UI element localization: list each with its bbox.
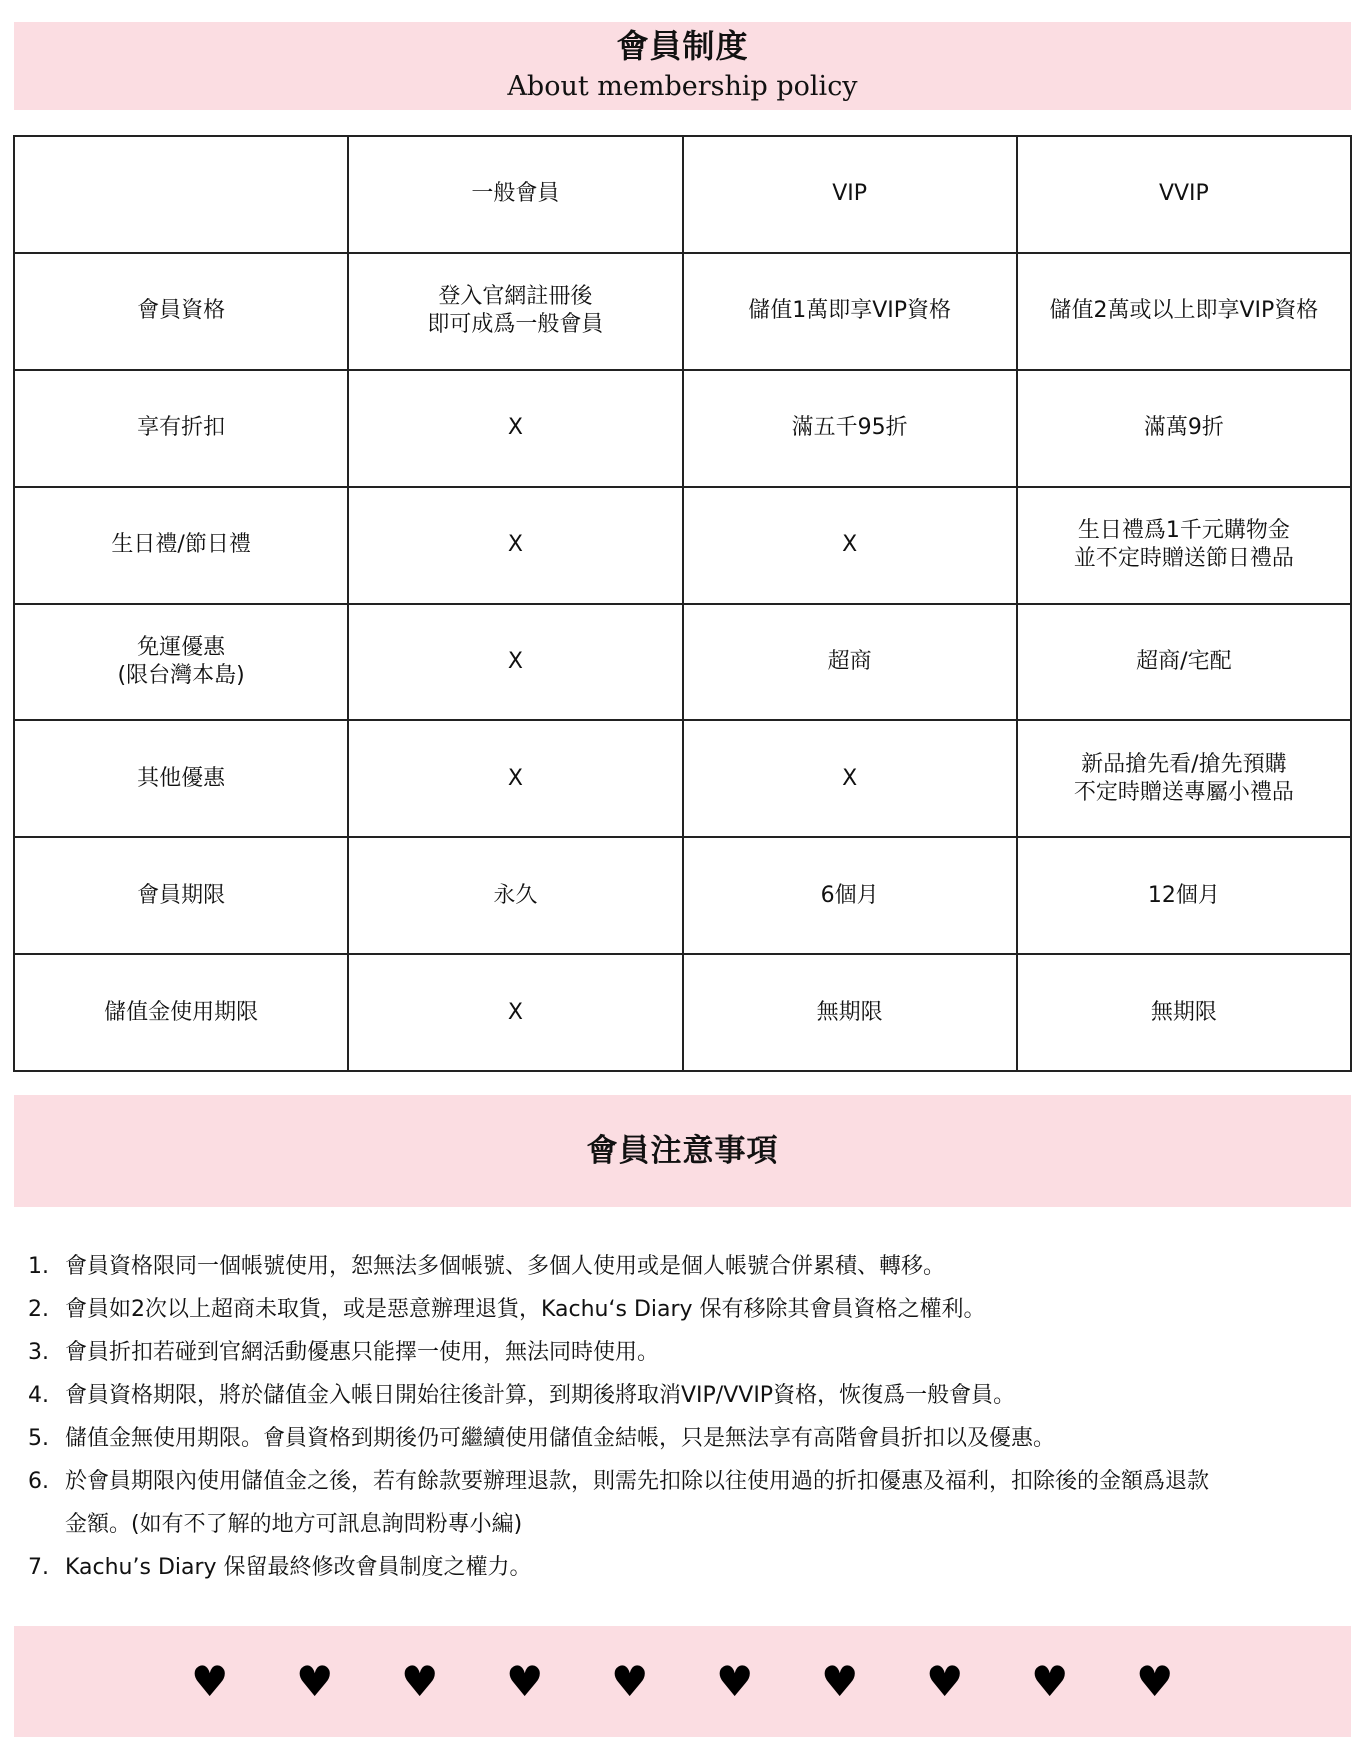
table-cell: 儲值1萬即享VIP資格	[683, 253, 1017, 370]
page-title: 會員制度	[616, 27, 749, 65]
header-cell-vvip: VVIP	[1017, 136, 1351, 253]
list-item	[28, 1546, 1328, 1589]
list-item	[28, 1374, 1328, 1417]
table-row	[14, 954, 1351, 1071]
row-label: 會員資格	[14, 253, 348, 370]
list-item	[28, 1460, 1328, 1546]
list-item-number: 5.	[28, 1426, 49, 1451]
notes-banner	[14, 1095, 1351, 1207]
table-cell: 滿五千95折	[683, 370, 1017, 487]
heart-icon: ♥	[506, 1656, 544, 1706]
table-cell: 登入官網註冊後 即可成爲一般會員	[348, 253, 682, 370]
list-item-text: 會員資格期限，將於儲值金入帳日開始往後計算，到期後將取消VIP/VVIP資格，恢復爲一般會員。	[65, 1383, 1016, 1408]
header-cell-general: 一般會員	[348, 136, 682, 253]
table-row	[14, 837, 1351, 954]
list-item-number: 7.	[28, 1555, 49, 1580]
list-item	[28, 1288, 1328, 1331]
list-item-text: 會員折扣若碰到官網活動優惠只能擇一使用，無法同時使用。	[65, 1340, 660, 1365]
page-subtitle: About membership policy	[507, 71, 858, 102]
table-cell: 永久	[348, 837, 682, 954]
table-cell: 超商/宅配	[1017, 604, 1351, 721]
membership-table	[13, 135, 1352, 1072]
table-cell: 無期限	[1017, 954, 1351, 1071]
row-label: 享有折扣	[14, 370, 348, 487]
table-cell: X	[683, 487, 1017, 604]
heart-icon: ♥	[821, 1656, 859, 1706]
notes-list	[28, 1245, 1328, 1589]
table-cell: 無期限	[683, 954, 1017, 1071]
table-cell: X	[348, 720, 682, 837]
row-label: 免運優惠 (限台灣本島)	[14, 604, 348, 721]
list-item-text: 會員如2次以上超商未取貨，或是惡意辦理退貨，Kachu‘s Diary 保有移除其會員資格之權利。	[65, 1297, 986, 1322]
header-banner	[14, 22, 1351, 110]
table-cell: 新品搶先看/搶先預購 不定時贈送專屬小禮品	[1017, 720, 1351, 837]
row-label: 生日禮/節日禮	[14, 487, 348, 604]
table-row	[14, 604, 1351, 721]
table-cell: X	[348, 487, 682, 604]
row-label: 其他優惠	[14, 720, 348, 837]
list-item-number: 4.	[28, 1383, 49, 1408]
table-cell: X	[683, 720, 1017, 837]
list-item-number: 2.	[28, 1297, 49, 1322]
table-cell: X	[348, 604, 682, 721]
table-row	[14, 720, 1351, 837]
row-label: 會員期限	[14, 837, 348, 954]
heart-icon: ♥	[296, 1656, 334, 1706]
heart-icon: ♥	[1136, 1656, 1174, 1706]
list-item-text: Kachu’s Diary 保留最終修改會員制度之權力。	[65, 1555, 532, 1580]
list-item	[28, 1331, 1328, 1374]
hearts-row	[191, 1626, 1241, 1737]
header-cell-empty	[14, 136, 348, 253]
table-header-row	[14, 136, 1351, 253]
list-item-text: 會員資格限同一個帳號使用，恕無法多個帳號、多個人使用或是個人帳號合併累積、轉移。	[65, 1254, 946, 1279]
heart-icon: ♥	[191, 1656, 229, 1706]
list-item-number: 1.	[28, 1254, 49, 1279]
row-label: 儲值金使用期限	[14, 954, 348, 1071]
table-cell: 12個月	[1017, 837, 1351, 954]
heart-icon: ♥	[1031, 1656, 1069, 1706]
heart-icon: ♥	[401, 1656, 439, 1706]
notes-title: 會員注意事項	[586, 1133, 779, 1169]
table-cell: 生日禮爲1千元購物金 並不定時贈送節日禮品	[1017, 487, 1351, 604]
list-item	[28, 1245, 1328, 1288]
table-cell: X	[348, 370, 682, 487]
heart-icon: ♥	[611, 1656, 649, 1706]
table-cell: 儲值2萬或以上即享VIP資格	[1017, 253, 1351, 370]
list-item	[28, 1417, 1328, 1460]
list-item-number: 3.	[28, 1340, 49, 1365]
table-cell: 滿萬9折	[1017, 370, 1351, 487]
table-row	[14, 253, 1351, 370]
footer-banner	[14, 1626, 1351, 1737]
list-item-text: 於會員期限內使用儲值金之後，若有餘款要辦理退款，則需先扣除以往使用過的折扣優惠及福利，扣除後的金額爲退款金額。(如有不了解的地方可訊息詢問粉專小編)	[65, 1469, 1210, 1537]
table-cell: X	[348, 954, 682, 1071]
heart-icon: ♥	[926, 1656, 964, 1706]
header-cell-vip: VIP	[683, 136, 1017, 253]
table-row	[14, 487, 1351, 604]
table-cell: 6個月	[683, 837, 1017, 954]
table-row	[14, 370, 1351, 487]
list-item-text: 儲值金無使用期限。會員資格到期後仍可繼續使用儲值金結帳，只是無法享有高階會員折扣以及優惠。	[65, 1426, 1056, 1451]
table-cell: 超商	[683, 604, 1017, 721]
list-item-number: 6.	[28, 1469, 49, 1494]
heart-icon: ♥	[716, 1656, 754, 1706]
